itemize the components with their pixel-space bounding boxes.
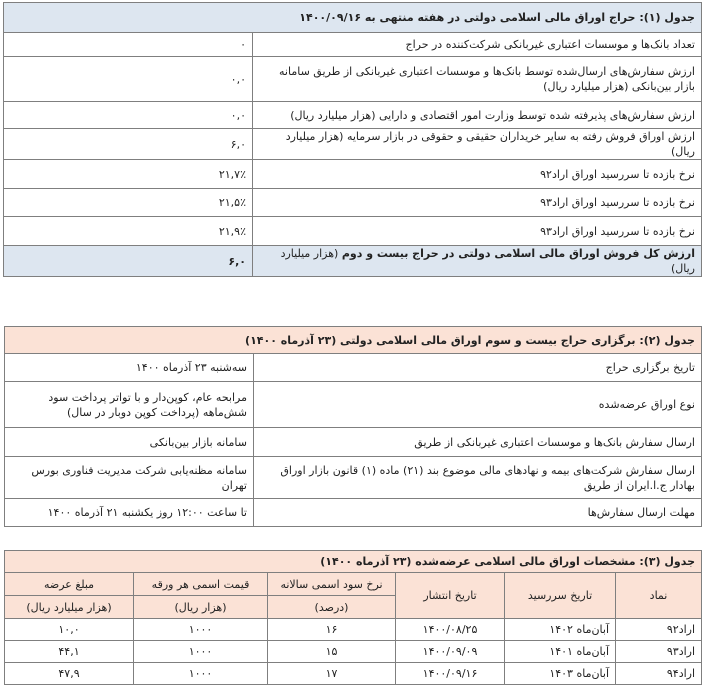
row-label: تاریخ برگزاری حراج [254, 354, 702, 382]
table-row [4, 102, 702, 129]
row-label: ارسال سفارش شرکت‌های بیمه و نهادهای مالی موضوع بند (۲۱) ماده (۱) قانون بازار اوراق بهادار ج.ا.ایران از طریق [254, 457, 702, 499]
cell-maturity: آبان‌ماه ۱۴۰۱ [505, 641, 616, 663]
table-row [5, 619, 702, 641]
table-title: جدول (۱): حراج اوراق مالی اسلامی دولتی در هفته منتهی به ۱۴۰۰/۰۹/۱۶ [4, 3, 702, 33]
table-row [5, 428, 702, 457]
cell-issue: ۱۴۰۰/۰۹/۰۹ [396, 641, 505, 663]
row-value: ۲۱,۷٪ [4, 160, 253, 189]
cell-maturity: آبان‌ماه ۱۴۰۲ [505, 619, 616, 641]
cell-price: ۱۰۰۰ [134, 663, 268, 685]
row-label: نرخ بازده تا سررسید اوراق اراد۹۳ [253, 217, 702, 246]
table-row [5, 641, 702, 663]
auction-details-table [4, 326, 702, 527]
cell-name: اراد۹۳ [616, 641, 702, 663]
cell-name: اراد۹۴ [616, 663, 702, 685]
row-value: ۰,۰ [4, 57, 253, 102]
row-label: نوع اوراق عرضه‌شده [254, 382, 702, 428]
row-value: سامانه مظنه‌یابی شرکت مدیریت فناوری بورس تهران [5, 457, 254, 499]
total-value: ۶,۰ [4, 246, 253, 277]
cell-amount: ۴۴,۱ [5, 641, 134, 663]
col-header-maturity: تاریخ سررسید [505, 573, 616, 619]
col-unit-price: (هزار ریال) [134, 596, 268, 619]
row-label: تعداد بانک‌ها و موسسات اعتباری غیربانکی شرکت‌کننده در حراج [253, 33, 702, 57]
cell-issue: ۱۴۰۰/۰۹/۱۶ [396, 663, 505, 685]
table-row [5, 499, 702, 527]
row-value: ۰,۰ [4, 102, 253, 129]
cell-price: ۱۰۰۰ [134, 641, 268, 663]
row-value: ۲۱,۵٪ [4, 189, 253, 217]
col-unit-amount: (هزار میلیارد ریال) [5, 596, 134, 619]
col-header-price: قیمت اسمی هر ورقه [134, 573, 268, 596]
cell-maturity: آبان‌ماه ۱۴۰۳ [505, 663, 616, 685]
weekly-auction-table [3, 2, 702, 277]
table-title: جدول (۲): برگزاری حراج بیست و سوم اوراق مالی اسلامی دولتی (۲۳ آذرماه ۱۴۰۰) [5, 327, 702, 354]
header-row [5, 573, 702, 596]
table-row [4, 129, 702, 160]
col-header-name: نماد [616, 573, 702, 619]
table-title: جدول (۳): مشخصات اوراق مالی اسلامی عرضه‌شده (۲۳ آذرماه ۱۴۰۰) [5, 551, 702, 573]
col-header-amount: مبلغ عرضه [5, 573, 134, 596]
row-value: ۶,۰ [4, 129, 253, 160]
col-unit-rate: (درصد) [268, 596, 396, 619]
col-header-issue: تاریخ انتشار [396, 573, 505, 619]
cell-amount: ۱۰,۰ [5, 619, 134, 641]
row-label: ارزش سفارش‌های ارسال‌شده توسط بانک‌ها و موسسات اعتباری غیربانکی از طریق سامانه بازار بین‌بانکی (هزار میلیارد ریال) [253, 57, 702, 102]
table-row [5, 382, 702, 428]
row-label: ارزش اوراق فروش رفته به سایر خریداران حقیقی و حقوقی در بازار سرمایه (هزار میلیارد ریال) [253, 129, 702, 160]
total-label [253, 246, 702, 277]
row-label: مهلت ارسال سفارش‌ها [254, 499, 702, 527]
cell-amount: ۴۷,۹ [5, 663, 134, 685]
table-title-row [4, 3, 702, 33]
row-label: ارزش سفارش‌های پذیرفته شده توسط وزارت امور اقتصادی و دارایی (هزار میلیارد ریال) [253, 102, 702, 129]
table-row [4, 57, 702, 102]
cell-rate: ۱۵ [268, 641, 396, 663]
row-label: نرخ بازده تا سررسید اوراق اراد۹۳ [253, 189, 702, 217]
row-value: ۰ [4, 33, 253, 57]
row-value: تا ساعت ۱۲:۰۰ روز یکشنبه ۲۱ آذرماه ۱۴۰۰ [5, 499, 254, 527]
securities-specs-table [4, 550, 702, 685]
cell-rate: ۱۶ [268, 619, 396, 641]
row-value: مرابحه عام، کوپن‌دار و با تواتر پرداخت سود شش‌ماهه (پرداخت کوپن دوبار در سال) [5, 382, 254, 428]
total-label-unit: (هزار میلیارد ریال) [280, 247, 695, 275]
table-row [5, 457, 702, 499]
cell-rate: ۱۷ [268, 663, 396, 685]
table-row [4, 217, 702, 246]
row-label: نرخ بازده تا سررسید اوراق اراد۹۲ [253, 160, 702, 189]
table-row [4, 33, 702, 57]
cell-name: اراد۹۲ [616, 619, 702, 641]
table-row [5, 354, 702, 382]
total-row [4, 246, 702, 277]
table-row [5, 663, 702, 685]
cell-price: ۱۰۰۰ [134, 619, 268, 641]
row-value: سه‌شنبه ۲۳ آذرماه ۱۴۰۰ [5, 354, 254, 382]
total-label-bold: ارزش کل فروش اوراق مالی اسلامی دولتی در حراج بیست و دوم [341, 247, 695, 260]
table-row [4, 189, 702, 217]
row-value: سامانه بازار بین‌بانکی [5, 428, 254, 457]
table-title-row [5, 327, 702, 354]
table-title-row [5, 551, 702, 573]
col-header-rate: نرخ سود اسمی سالانه [268, 573, 396, 596]
row-label: ارسال سفارش بانک‌ها و موسسات اعتباری غیربانکی از طریق [254, 428, 702, 457]
table-row [4, 160, 702, 189]
row-value: ۲۱,۹٪ [4, 217, 253, 246]
cell-issue: ۱۴۰۰/۰۸/۲۵ [396, 619, 505, 641]
